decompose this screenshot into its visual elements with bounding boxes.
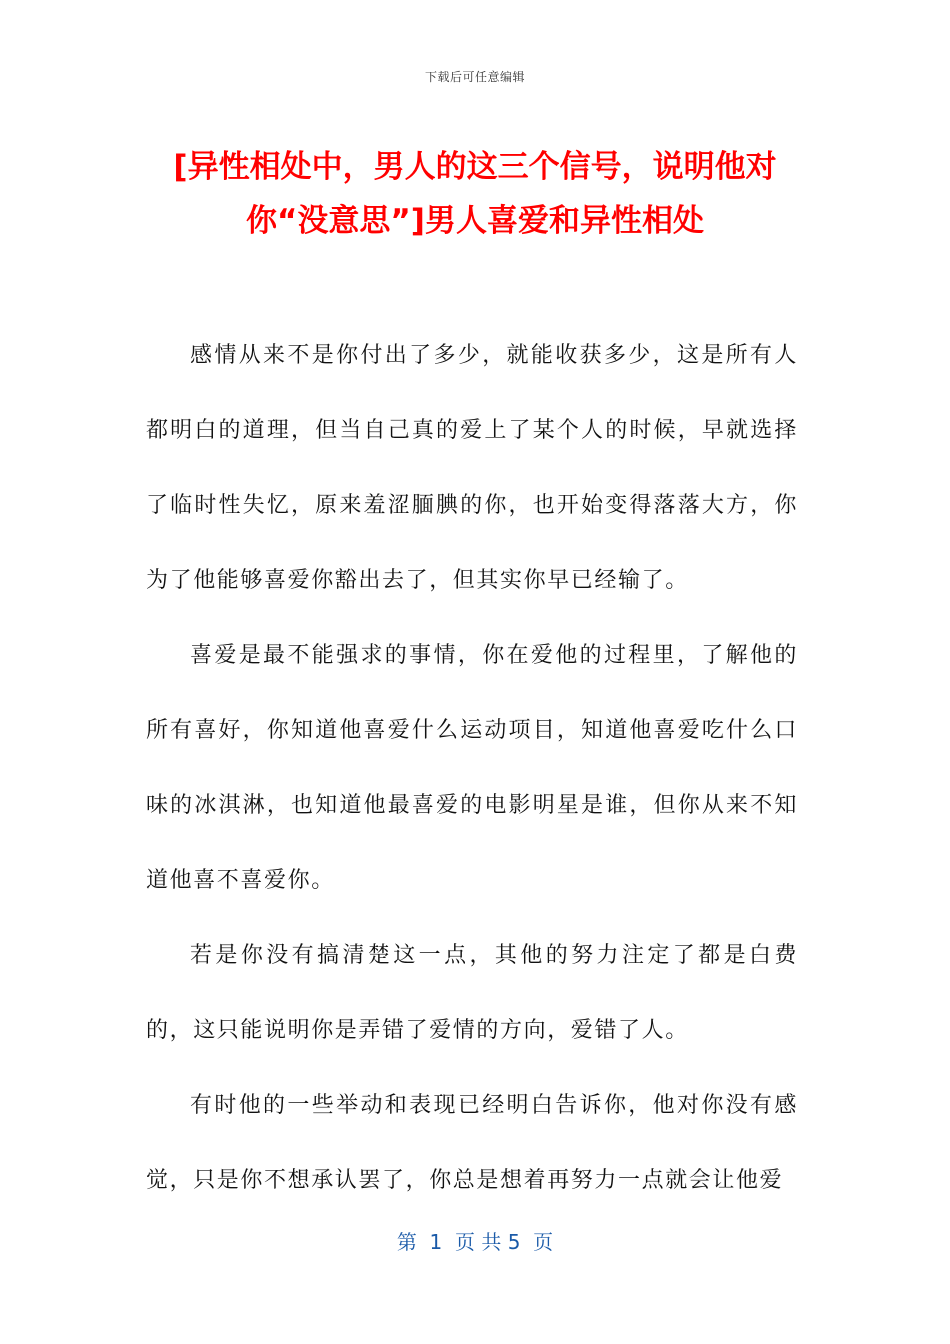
paragraph: 有时他的一些举动和表现已经明白告诉你，他对你没有感觉，只是你不想承认罢了，你总是想着再努力一点就会让他爱: [146, 1093, 798, 1193]
paragraph: 感情从来不是你付出了多少，就能收获多少，这是所有人都明白的道理，但当自己真的爱上了某个人的时候，早就选择了临时性失忆，原来羞涩腼腆的你，也开始变得落落大方，你为了他能够喜爱你豁出去了，但其实你早已经输了。: [146, 343, 798, 593]
paragraph: 若是你没有搞清楚这一点，其他的努力注定了都是白费的，这只能说明你是弄错了爱情的方向，爱错了人。: [146, 943, 798, 1043]
page-number-footer: 第 1 页 共 5 页: [396, 1230, 554, 1254]
document-title: [140, 140, 810, 248]
title-line-1: [异性相处中，男人的这三个信号，说明他对: [173, 149, 777, 185]
title-line-2: 你“没意思”]男人喜爱和异性相处: [246, 203, 704, 239]
header-note: 下载后可任意编辑: [424, 70, 525, 84]
paragraph: 喜爱是最不能强求的事情，你在爱他的过程里，了解他的所有喜好，你知道他喜爱什么运动项目，知道他喜爱吃什么口味的冰淇淋，也知道他最喜爱的电影明星是谁，但你从来不知道他喜不喜爱你。: [146, 643, 798, 893]
document-body: [146, 318, 798, 1218]
